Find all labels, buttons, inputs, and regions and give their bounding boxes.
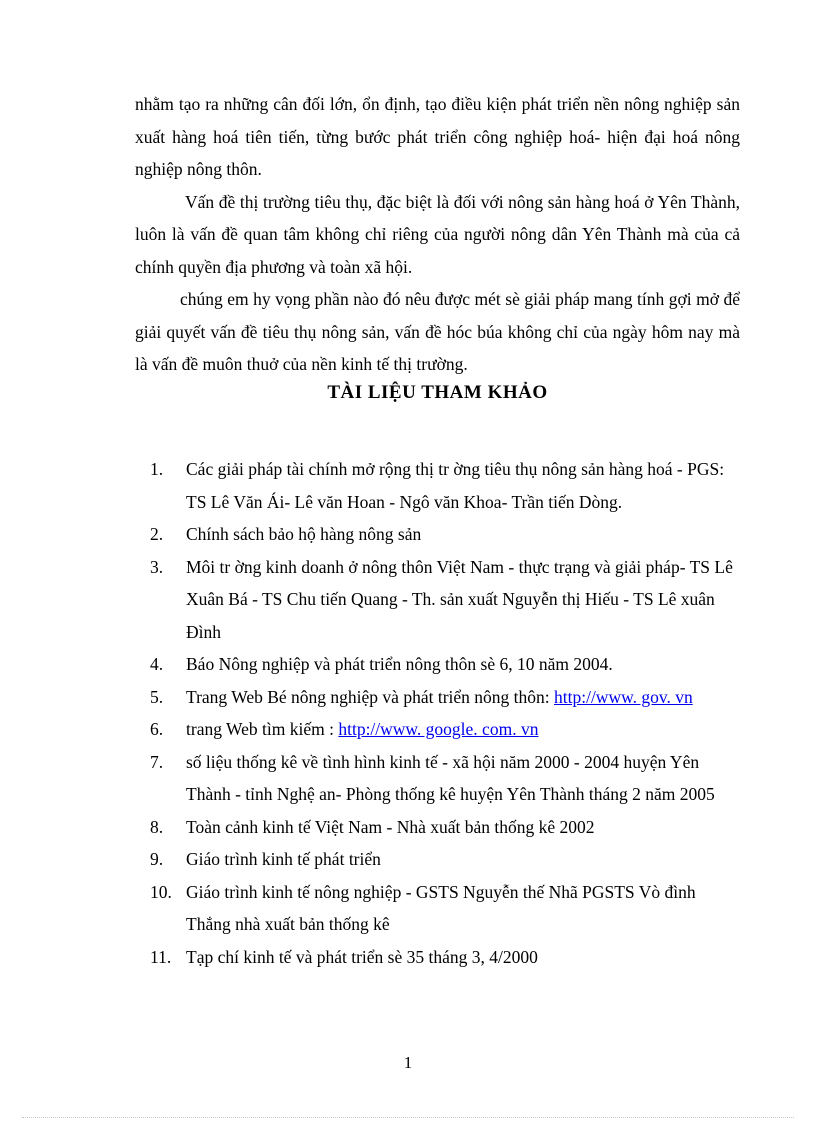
reference-number: 8. [150,816,164,837]
reference-text: Báo Nông nghiệp và phát triển nông thôn sè 6, 10 năm 2004. [186,654,613,674]
reference-number: 2. [150,524,164,544]
paragraph-1: nhằm tạo ra những cân đối lớn, ổn định, tạo điều kiện phát triển nền nông nghiệp sản xuất hàng hoá tiên tiến, từng bước phát triển công nghiệp hoá- hiện đại hoá nông nghiệp nông thôn. [135,94,740,179]
references-list [150,453,740,973]
references-heading: TÀI LIỆU THAM KHẢO [327,382,548,403]
reference-text: số liệu thống kê về tình hình kinh tế - xã hội năm 2000 - 2004 huyện Yên Thành - tỉnh Nghệ an- Phòng thống kê huyện Yên Thành tháng 2 năm 2005 [186,751,715,804]
body-text [135,88,740,381]
reference-number: 11. [150,946,172,967]
reference-number: 1. [150,459,164,479]
reference-item [150,843,740,876]
reference-text: Các giải pháp tài chính mở rộng thị tr ờng tiêu thụ nông sản hàng hoá - PGS: TS Lê Văn Ái- Lê văn Hoan - Ngô văn Khoa- Trần tiến Dòng. [186,459,725,512]
reference-number: 7. [150,751,164,772]
reference-item [150,453,740,518]
reference-item [150,746,740,811]
reference-text-with-link [186,713,740,746]
reference-item [150,811,740,844]
reference-number: 4. [150,654,164,674]
reference-item [150,518,740,551]
reference-text-with-link [186,681,740,714]
reference-item [150,648,740,681]
reference-text: Toàn cảnh kinh tế Việt Nam - Nhà xuất bản thống kê 2002 [186,816,595,837]
reference-item [150,713,740,746]
reference-text: Trang Web Bé nông nghiệp và phát triển nông thôn: [186,686,554,707]
reference-text: Môi tr ờng kinh doanh ở nông thôn Việt Nam - thực trạng và giải pháp- TS Lê Xuân Bá - TS Chu tiến Quang - Th. sản xuất Nguyễn thị Hiếu - TS Lê xuân Đình [186,556,733,642]
reference-text: Giáo trình kinh tế nông nghiệp - GSTS Nguyễn thế Nhã PGSTS Vò đình Thắng nhà xuất bản thống kê [186,881,696,934]
reference-item [150,876,740,941]
reference-link[interactable]: http://www. google. com. vn [338,719,539,739]
reference-item [150,681,740,714]
reference-number: 6. [150,719,164,739]
reference-text: Giáo trình kinh tế phát triển [186,849,381,869]
reference-number: 5. [150,686,164,707]
reference-text: Tạp chí kinh tế và phát triển sè 35 tháng 3, 4/2000 [186,946,538,967]
reference-item [150,551,740,649]
paragraph-2: Vấn đề thị trường tiêu thụ, đặc biệt là đối với nông sản hàng hoá ở Yên Thành, luôn là vấn đề quan tâm không chỉ riêng của người nông dân Yên Thành mà của cả chính quyền địa phương và toàn xã hội. [135,191,740,277]
reference-item [150,941,740,974]
reference-text: trang Web tìm kiếm : [186,719,339,739]
page-number: 1 [403,1053,413,1072]
reference-number: 9. [150,849,164,869]
paragraph-3: chúng em hy vọng phần nào đó nêu được mét sè giải pháp mang tính gợi mở để giải quyết vấn đề tiêu thụ nông sản, vấn đề hóc búa không chỉ của ngày hôm nay mà là vấn đề muôn thuở của nền kinh tế thị trường. [135,289,740,374]
reference-number: 3. [150,556,164,577]
page-bottom-divider [22,1117,794,1118]
reference-text: Chính sách bảo hộ hàng nông sản [186,524,422,544]
reference-link[interactable]: http://www. gov. vn [554,686,693,707]
reference-number: 10. [150,881,172,902]
